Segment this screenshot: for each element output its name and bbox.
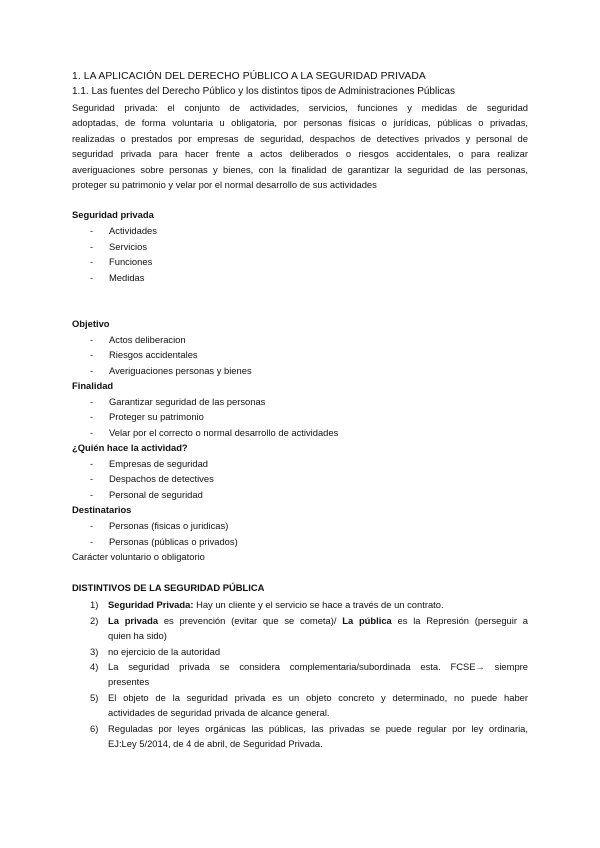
list-item: - Funciones [90,256,153,267]
definition-line: proteger su patrimonio y velar por el normal desarrollo de sus actividades [72,179,377,191]
section-title-objetivo: Objetivo [72,318,110,329]
list-item: - Actos deliberacion [90,334,186,345]
definition-line: adoptadas, de forma voluntaria u obligatoria, por personas físicas o jurídicas, públicas o privadas, [72,117,528,129]
heading-2: 1.1. Las fuentes del Derecho Público y los distintos tipos de Administraciones Públicas [72,86,455,97]
definition-line: realizadas o prestados por empresas de seguridad, despachos de detectives privados y personal de [72,132,528,144]
list-item: - Actividades [90,225,157,236]
numbered-item: 5) El objeto de la seguridad privada es un objeto concreto y determinado, no puede haber actividades de seguridad privada de alcance general. [90,692,528,719]
definition-line: Seguridad privada: el conjunto de actividades, servicios, funciones y medidas de seguridad [72,102,528,113]
list-item: - Velar por el correcto o normal desarrollo de actividades [90,427,339,438]
numbered-item: 6) Reguladas por leyes orgánicas las públicas, las privadas se puede regular por ley ordinaria, EJ:Ley 5/2014, de 4 de abril, de Seguridad Privada. [90,723,528,750]
section-title-distintivos: DISTINTIVOS DE LA SEGURIDAD PÚBLICA [72,582,265,593]
definition-line: averiguaciones sobre personas y bienes, con la finalidad de garantizar la seguridad de las personas, [72,163,528,175]
list-item: - Garantizar seguridad de las personas [90,396,266,407]
numbered-item: 2) La privada es prevención (evitar que se cometa)/ La pública es la Represión (perseguir a quien ha sido) [90,615,528,642]
numbered-item: 1) Seguridad Privada: Hay un cliente y el servicio se hace a través de un contrato. [90,599,444,610]
caracter-line: Carácter voluntario o obligatorio [72,551,205,562]
list-item: - Despachos de detectives [90,473,214,484]
list-item: - Empresas de seguridad [90,458,209,469]
definition-paragraph [72,100,528,192]
list-item: - Riesgos accidentales [90,349,198,360]
section-title-destinatarios: Destinatarios [72,504,132,515]
definition-line: seguridad privada para hacer frente a actos deliberados o riesgos accidentales, o para realizar [72,148,528,160]
section-title-quien: ¿Quién hace la actividad? [72,442,188,453]
list-item: - Servicios [90,241,148,252]
list-item: - Averiguaciones personas y bienes [90,365,252,376]
section-title-finalidad: Finalidad [72,380,114,391]
numbered-item: 4) La seguridad privada se considera complementaria/subordinada esta. FCSE→ siempre presentes [90,661,528,688]
list-item: - Medidas [90,272,145,283]
list-item: - Personas (fisicas o juridicas) [90,520,229,531]
section-title-seguridad-privada: Seguridad privada [72,209,154,220]
heading-1: 1. LA APLICACIÓN DEL DERECHO PÚBLICO A LA SEGURIDAD PRIVADA [72,71,426,82]
list-item: - Personal de seguridad [90,489,203,500]
list-item: - Proteger su patrimonio [90,411,204,422]
list-item: - Personas (públicas o privados) [90,536,238,547]
numbered-item: 3) no ejercicio de la autoridad [90,646,221,657]
